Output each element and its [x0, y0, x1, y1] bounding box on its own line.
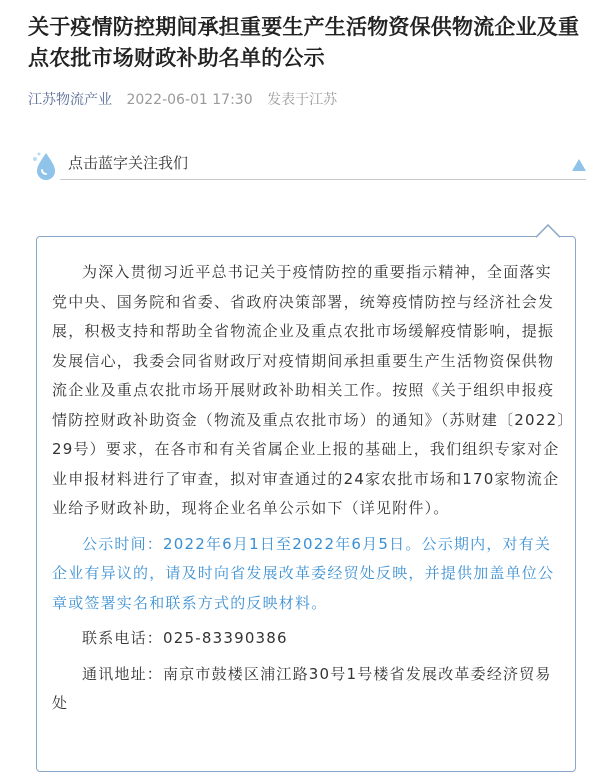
contact-address: 通讯地址：南京市鼓楼区浦江路30号1号楼省发展改革委经济贸易处	[52, 664, 552, 712]
follow-banner[interactable]	[30, 148, 586, 184]
notice-paragraph: 公示时间：2022年6月1日至2022年6月5日。公示期内，对有关企业有异议的，请及时向省发展改革委经贸处反映，并提供加盖单位公章或签署实名和联系方式的反映材料。	[52, 534, 555, 612]
body-paragraph: 为深入贯彻习近平总书记关于疫情防控的重要指示精神，全面落实党中央、国务院和省委、省政府决策部署，统筹疫情防控与经济社会发展，积极支持和帮助全省物流企业及重点农批市场缓解疫情影响，提振发展信心，我委会同省财政厅对疫情期间承担重要生产生活物资保供物流企业及重点农批市场开展财政补助相关工作。按照《关于组织申报疫情防控财政补助资金（物流及重点农批市场）的通知》（苏财建〔2022〕29号）要求，在各市和有关省属企业上报的基础上，我们组织专家对企业申报材料进行了审查，拟对审查通过的24家农批市场和170家物流企业给予财政补助，现将企业名单公示如下（详见附件）。	[52, 263, 566, 517]
triangle-icon	[572, 159, 586, 171]
account-name-link[interactable]: 江苏物流产业	[28, 92, 112, 108]
frame-notch	[536, 224, 560, 238]
follow-text: 点击蓝字关注我们	[68, 154, 189, 172]
divider-line	[60, 179, 586, 180]
water-drop-icon	[30, 150, 62, 182]
article-body	[52, 258, 566, 719]
article-title: 关于疫情防控期间承担重要生产生活物资保供物流企业及重点农批市场财政补助名单的公示	[28, 15, 580, 70]
article-meta	[28, 89, 337, 109]
contact-phone: 联系电话：025-83390386	[82, 629, 288, 647]
publish-time: 2022-06-01 17:30	[126, 92, 253, 108]
publish-location: 发表于江苏	[267, 92, 338, 108]
